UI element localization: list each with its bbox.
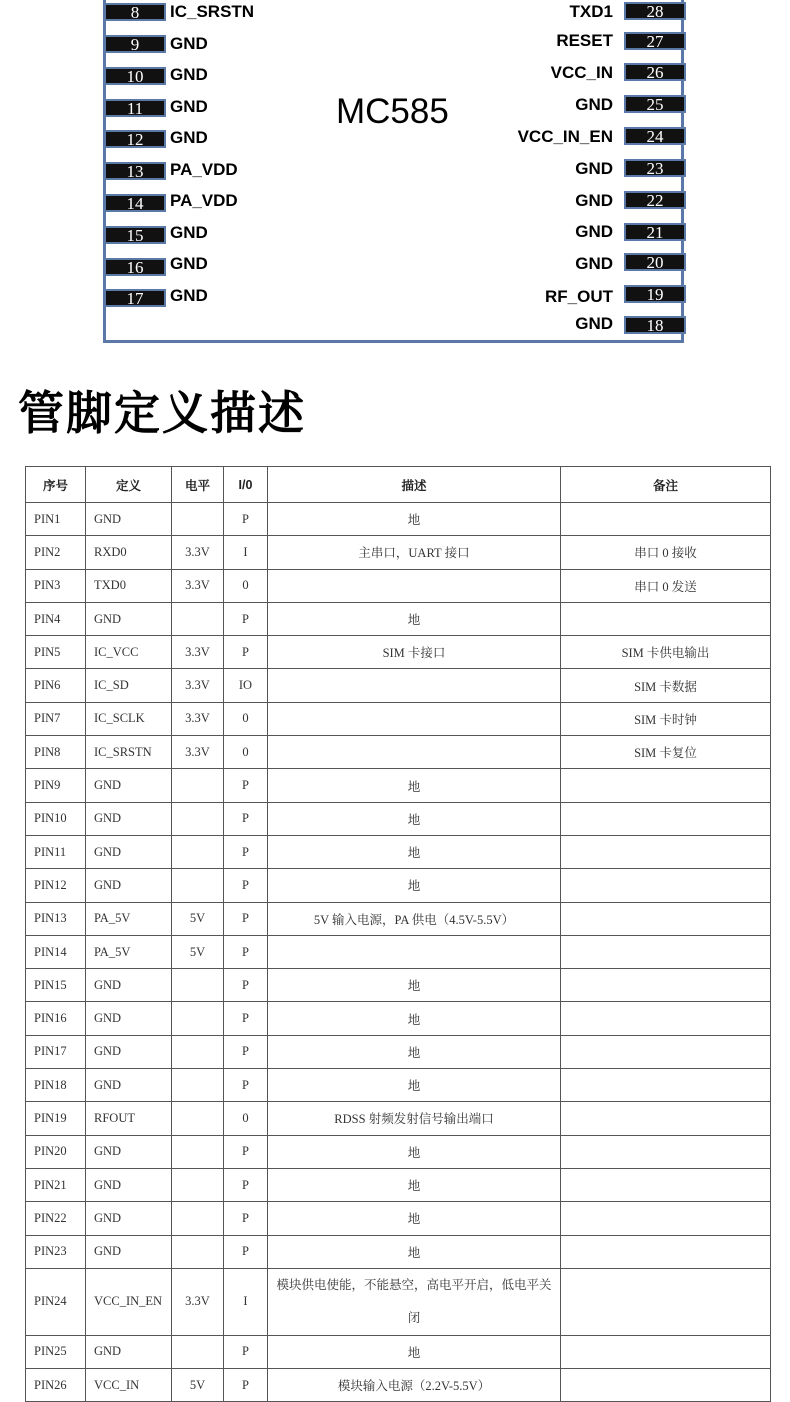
table-row: [26, 835, 771, 868]
pin-number-l: 17: [104, 289, 166, 307]
description-cell: [268, 736, 561, 769]
pin-number-r: 21: [624, 223, 686, 241]
level-cell: [172, 1202, 224, 1235]
note-cell: [561, 1268, 771, 1335]
io-cell: P: [224, 1135, 268, 1168]
pin-number-r: 27: [624, 32, 686, 50]
description-text: 模块供电使能，不能悬空，高电平开启，低电平关闭: [276, 1277, 552, 1325]
pin-id-cell: PIN10: [26, 802, 86, 835]
table-row: [26, 1002, 771, 1035]
level-cell: [172, 1002, 224, 1035]
definition-cell: IC_SCLK: [86, 702, 172, 735]
io-cell: P: [224, 1035, 268, 1068]
description-cell: [268, 1002, 561, 1035]
pin-id-cell: PIN13: [26, 902, 86, 935]
note-cell: [561, 503, 771, 536]
pin-label-l: PA_VDD: [170, 160, 238, 179]
pin-label-l: GND: [170, 254, 208, 273]
io-cell: I: [224, 1268, 268, 1335]
note-cell: [561, 769, 771, 802]
table-row: [26, 736, 771, 769]
definition-cell: TXD0: [86, 569, 172, 602]
pin-id-cell: PIN9: [26, 769, 86, 802]
table-row: [26, 1135, 771, 1168]
table-row: [26, 702, 771, 735]
description-text: 5V 输入电源，PA 供电（4.5V-5.5V）: [313, 912, 515, 927]
note-cell: [561, 1235, 771, 1268]
description-text: 地: [407, 879, 421, 894]
pin-number-l: 13: [104, 162, 166, 180]
io-cell: 0: [224, 702, 268, 735]
pin-label-r: RF_OUT: [545, 287, 613, 306]
table-row: [26, 602, 771, 635]
definition-cell: GND: [86, 1202, 172, 1235]
description-text: 地: [407, 1212, 421, 1227]
definition-cell: GND: [86, 1335, 172, 1368]
pin-id-cell: PIN23: [26, 1235, 86, 1268]
description-cell: [268, 1268, 561, 1335]
pin-id-cell: PIN4: [26, 602, 86, 635]
pin-label-r: RESET: [556, 31, 613, 50]
pin-number-l: 10: [104, 67, 166, 85]
description-cell: [268, 602, 561, 635]
pin-number-r: 28: [624, 2, 686, 20]
note-cell: SIM 卡供电输出: [561, 636, 771, 669]
description-text: 地: [407, 1045, 421, 1060]
io-cell: P: [224, 1002, 268, 1035]
note-cell: [561, 1002, 771, 1035]
description-cell: [268, 969, 561, 1002]
level-cell: [172, 802, 224, 835]
pin-id-cell: PIN11: [26, 835, 86, 868]
description-cell: [268, 835, 561, 868]
pin-label-l: GND: [170, 286, 208, 305]
description-text: 地: [407, 1145, 421, 1160]
description-cell: [268, 1168, 561, 1201]
io-cell: P: [224, 1202, 268, 1235]
io-cell: P: [224, 503, 268, 536]
section-title: 管脚定义描述: [18, 387, 306, 439]
pin-number-r: 22: [624, 191, 686, 209]
pin-number-l: 16: [104, 258, 166, 276]
pin-id-cell: PIN25: [26, 1335, 86, 1368]
pin-id-cell: PIN24: [26, 1268, 86, 1335]
note-cell: 串口 0 接收: [561, 536, 771, 569]
pin-label-l: IC_SRSTN: [170, 2, 255, 21]
pin-id-cell: PIN5: [26, 636, 86, 669]
definition-cell: GND: [86, 1168, 172, 1201]
definition-cell: RXD0: [86, 536, 172, 569]
description-cell: [268, 935, 561, 968]
definition-cell: GND: [86, 1002, 172, 1035]
pin-label-l: GND: [170, 128, 208, 147]
definition-cell: GND: [86, 802, 172, 835]
table-row: [26, 1335, 771, 1368]
table-row: [26, 969, 771, 1002]
level-cell: [172, 835, 224, 868]
pin-number-l: 9: [104, 35, 166, 53]
note-cell: [561, 1035, 771, 1068]
table-row: [26, 869, 771, 902]
definition-cell: VCC_IN_EN: [86, 1268, 172, 1335]
description-text: 模块输入电源（2.2V-5.5V）: [337, 1379, 491, 1394]
pin-id-cell: PIN12: [26, 869, 86, 902]
note-cell: [561, 1135, 771, 1168]
table-row: [26, 636, 771, 669]
level-cell: 3.3V: [172, 536, 224, 569]
level-cell: 3.3V: [172, 636, 224, 669]
pin-id-cell: PIN16: [26, 1002, 86, 1035]
definition-cell: IC_VCC: [86, 636, 172, 669]
note-cell: [561, 1069, 771, 1102]
header-note: 备注: [561, 467, 771, 503]
level-cell: [172, 1069, 224, 1102]
table-row: [26, 935, 771, 968]
pin-label-l: PA_VDD: [170, 191, 238, 210]
definition-cell: PA_5V: [86, 902, 172, 935]
level-cell: [172, 1135, 224, 1168]
definition-cell: GND: [86, 869, 172, 902]
pin-number-r: 18: [624, 316, 686, 334]
io-cell: P: [224, 902, 268, 935]
pin-number-l: 15: [104, 226, 166, 244]
note-cell: 串口 0 发送: [561, 569, 771, 602]
pin-id-cell: PIN14: [26, 935, 86, 968]
description-cell: [268, 802, 561, 835]
pin-label-r: GND: [575, 222, 613, 241]
table-row: [26, 1235, 771, 1268]
io-cell: P: [224, 869, 268, 902]
table-row: [26, 1102, 771, 1135]
description-cell: [268, 902, 561, 935]
level-cell: [172, 1335, 224, 1368]
level-cell: 3.3V: [172, 669, 224, 702]
note-cell: SIM 卡时钟: [561, 702, 771, 735]
pin-number-r: 23: [624, 159, 686, 177]
pin-label-l: GND: [170, 97, 208, 116]
note-cell: [561, 935, 771, 968]
description-cell: [268, 1335, 561, 1368]
pin-number-r: 26: [624, 63, 686, 81]
definition-cell: IC_SD: [86, 669, 172, 702]
pin-id-cell: PIN26: [26, 1369, 86, 1402]
description-text: 地: [407, 779, 421, 794]
description-text: 地: [407, 613, 421, 628]
table-header-row: [26, 467, 771, 503]
pin-label-r: GND: [575, 254, 613, 273]
definition-cell: GND: [86, 602, 172, 635]
pin-label-l: GND: [170, 34, 208, 53]
definition-cell: GND: [86, 1035, 172, 1068]
description-cell: [268, 869, 561, 902]
description-cell: [268, 702, 561, 735]
header-definition: 定义: [86, 467, 172, 503]
level-cell: 3.3V: [172, 736, 224, 769]
table-row: [26, 569, 771, 602]
definition-cell: VCC_IN: [86, 1369, 172, 1402]
io-cell: P: [224, 769, 268, 802]
note-cell: [561, 1335, 771, 1368]
pin-label-r: GND: [575, 314, 613, 333]
io-cell: P: [224, 602, 268, 635]
pin-id-cell: PIN15: [26, 969, 86, 1002]
level-cell: [172, 1102, 224, 1135]
io-cell: P: [224, 835, 268, 868]
note-cell: [561, 1202, 771, 1235]
pin-id-cell: PIN1: [26, 503, 86, 536]
note-cell: [561, 1168, 771, 1201]
pin-id-cell: PIN3: [26, 569, 86, 602]
description-cell: [268, 1135, 561, 1168]
description-text: 地: [407, 846, 421, 861]
note-cell: [561, 902, 771, 935]
description-text: 地: [407, 1012, 421, 1027]
pin-number-r: 20: [624, 253, 686, 271]
io-cell: P: [224, 636, 268, 669]
header-level: 电平: [172, 467, 224, 503]
pin-id-cell: PIN19: [26, 1102, 86, 1135]
io-cell: P: [224, 1235, 268, 1268]
io-cell: 0: [224, 1102, 268, 1135]
header-description: 描述: [268, 467, 561, 503]
description-text: 地: [407, 1079, 421, 1094]
definition-cell: GND: [86, 969, 172, 1002]
table-row: [26, 769, 771, 802]
pin-number-r: 24: [624, 127, 686, 145]
level-cell: [172, 969, 224, 1002]
description-cell: [268, 1069, 561, 1102]
pin-id-cell: PIN6: [26, 669, 86, 702]
definition-cell: GND: [86, 503, 172, 536]
description-text: 地: [407, 979, 421, 994]
io-cell: P: [224, 1069, 268, 1102]
level-cell: [172, 869, 224, 902]
definition-cell: GND: [86, 1235, 172, 1268]
description-cell: [268, 769, 561, 802]
pin-number-r: 25: [624, 95, 686, 113]
pin-number-l: 12: [104, 130, 166, 148]
description-cell: [268, 1369, 561, 1402]
table-row: [26, 802, 771, 835]
pin-number-l: 14: [104, 194, 166, 212]
table-row: [26, 503, 771, 536]
pin-definition-table: [25, 466, 771, 1402]
pin-id-cell: PIN21: [26, 1168, 86, 1201]
io-cell: 0: [224, 736, 268, 769]
description-cell: [268, 669, 561, 702]
level-cell: 3.3V: [172, 569, 224, 602]
description-text: 地: [407, 812, 421, 827]
description-cell: [268, 1202, 561, 1235]
pin-label-r: GND: [575, 159, 613, 178]
io-cell: I: [224, 536, 268, 569]
description-text: 地: [407, 1345, 421, 1360]
chip-name: MC585: [336, 92, 449, 131]
note-cell: [561, 969, 771, 1002]
pin-label-r: VCC_IN: [550, 63, 613, 82]
description-text: 地: [407, 1179, 421, 1194]
table-row: [26, 536, 771, 569]
description-cell: [268, 569, 561, 602]
note-cell: [561, 602, 771, 635]
description-cell: [268, 503, 561, 536]
definition-cell: PA_5V: [86, 935, 172, 968]
pin-id-cell: PIN18: [26, 1069, 86, 1102]
table-row: [26, 669, 771, 702]
level-cell: 3.3V: [172, 1268, 224, 1335]
table-row: [26, 1069, 771, 1102]
description-cell: [268, 636, 561, 669]
level-cell: [172, 602, 224, 635]
note-cell: [561, 1369, 771, 1402]
io-cell: P: [224, 969, 268, 1002]
definition-cell: GND: [86, 1069, 172, 1102]
pin-number-l: 8: [104, 3, 166, 21]
description-text: SIM 卡接口: [382, 646, 446, 661]
description-text: 主串口，UART 接口: [358, 546, 470, 561]
table-row: [26, 1268, 771, 1335]
note-cell: [561, 869, 771, 902]
io-cell: 0: [224, 569, 268, 602]
note-cell: SIM 卡复位: [561, 736, 771, 769]
level-cell: [172, 1168, 224, 1201]
level-cell: [172, 769, 224, 802]
note-cell: [561, 802, 771, 835]
note-cell: [561, 1102, 771, 1135]
level-cell: 5V: [172, 1369, 224, 1402]
description-cell: [268, 1035, 561, 1068]
io-cell: P: [224, 802, 268, 835]
pin-number-r: 19: [624, 285, 686, 303]
pin-id-cell: PIN8: [26, 736, 86, 769]
definition-cell: GND: [86, 1135, 172, 1168]
description-text: 地: [407, 513, 421, 528]
description-text: RDSS 射频发射信号输出端口: [334, 1112, 494, 1127]
note-cell: SIM 卡数据: [561, 669, 771, 702]
level-cell: 5V: [172, 902, 224, 935]
io-cell: P: [224, 935, 268, 968]
table-row: [26, 1202, 771, 1235]
description-cell: [268, 536, 561, 569]
pin-label-r: VCC_IN_EN: [517, 127, 613, 146]
io-cell: IO: [224, 669, 268, 702]
io-cell: P: [224, 1168, 268, 1201]
definition-cell: RFOUT: [86, 1102, 172, 1135]
definition-cell: GND: [86, 769, 172, 802]
table-row: [26, 1168, 771, 1201]
definition-cell: IC_SRSTN: [86, 736, 172, 769]
level-cell: [172, 1035, 224, 1068]
level-cell: 3.3V: [172, 702, 224, 735]
note-cell: [561, 835, 771, 868]
table-row: [26, 1035, 771, 1068]
pin-label-l: GND: [170, 223, 208, 242]
level-cell: 5V: [172, 935, 224, 968]
level-cell: [172, 1235, 224, 1268]
pin-id-cell: PIN17: [26, 1035, 86, 1068]
pin-id-cell: PIN7: [26, 702, 86, 735]
table-body: [26, 503, 771, 1402]
pin-id-cell: PIN20: [26, 1135, 86, 1168]
io-cell: P: [224, 1369, 268, 1402]
pin-label-r: GND: [575, 191, 613, 210]
header-io: I/0: [224, 467, 268, 503]
pin-id-cell: PIN2: [26, 536, 86, 569]
pin-label-r: TXD1: [569, 2, 613, 21]
definition-cell: GND: [86, 835, 172, 868]
io-cell: P: [224, 1335, 268, 1368]
pin-label-r: GND: [575, 95, 613, 114]
description-cell: [268, 1235, 561, 1268]
description-text: 地: [407, 1245, 421, 1260]
table-row: [26, 902, 771, 935]
level-cell: [172, 503, 224, 536]
description-cell: [268, 1102, 561, 1135]
pin-label-l: GND: [170, 65, 208, 84]
header-index: 序号: [26, 467, 86, 503]
pin-number-l: 11: [104, 99, 166, 117]
table-row: [26, 1369, 771, 1402]
pin-id-cell: PIN22: [26, 1202, 86, 1235]
